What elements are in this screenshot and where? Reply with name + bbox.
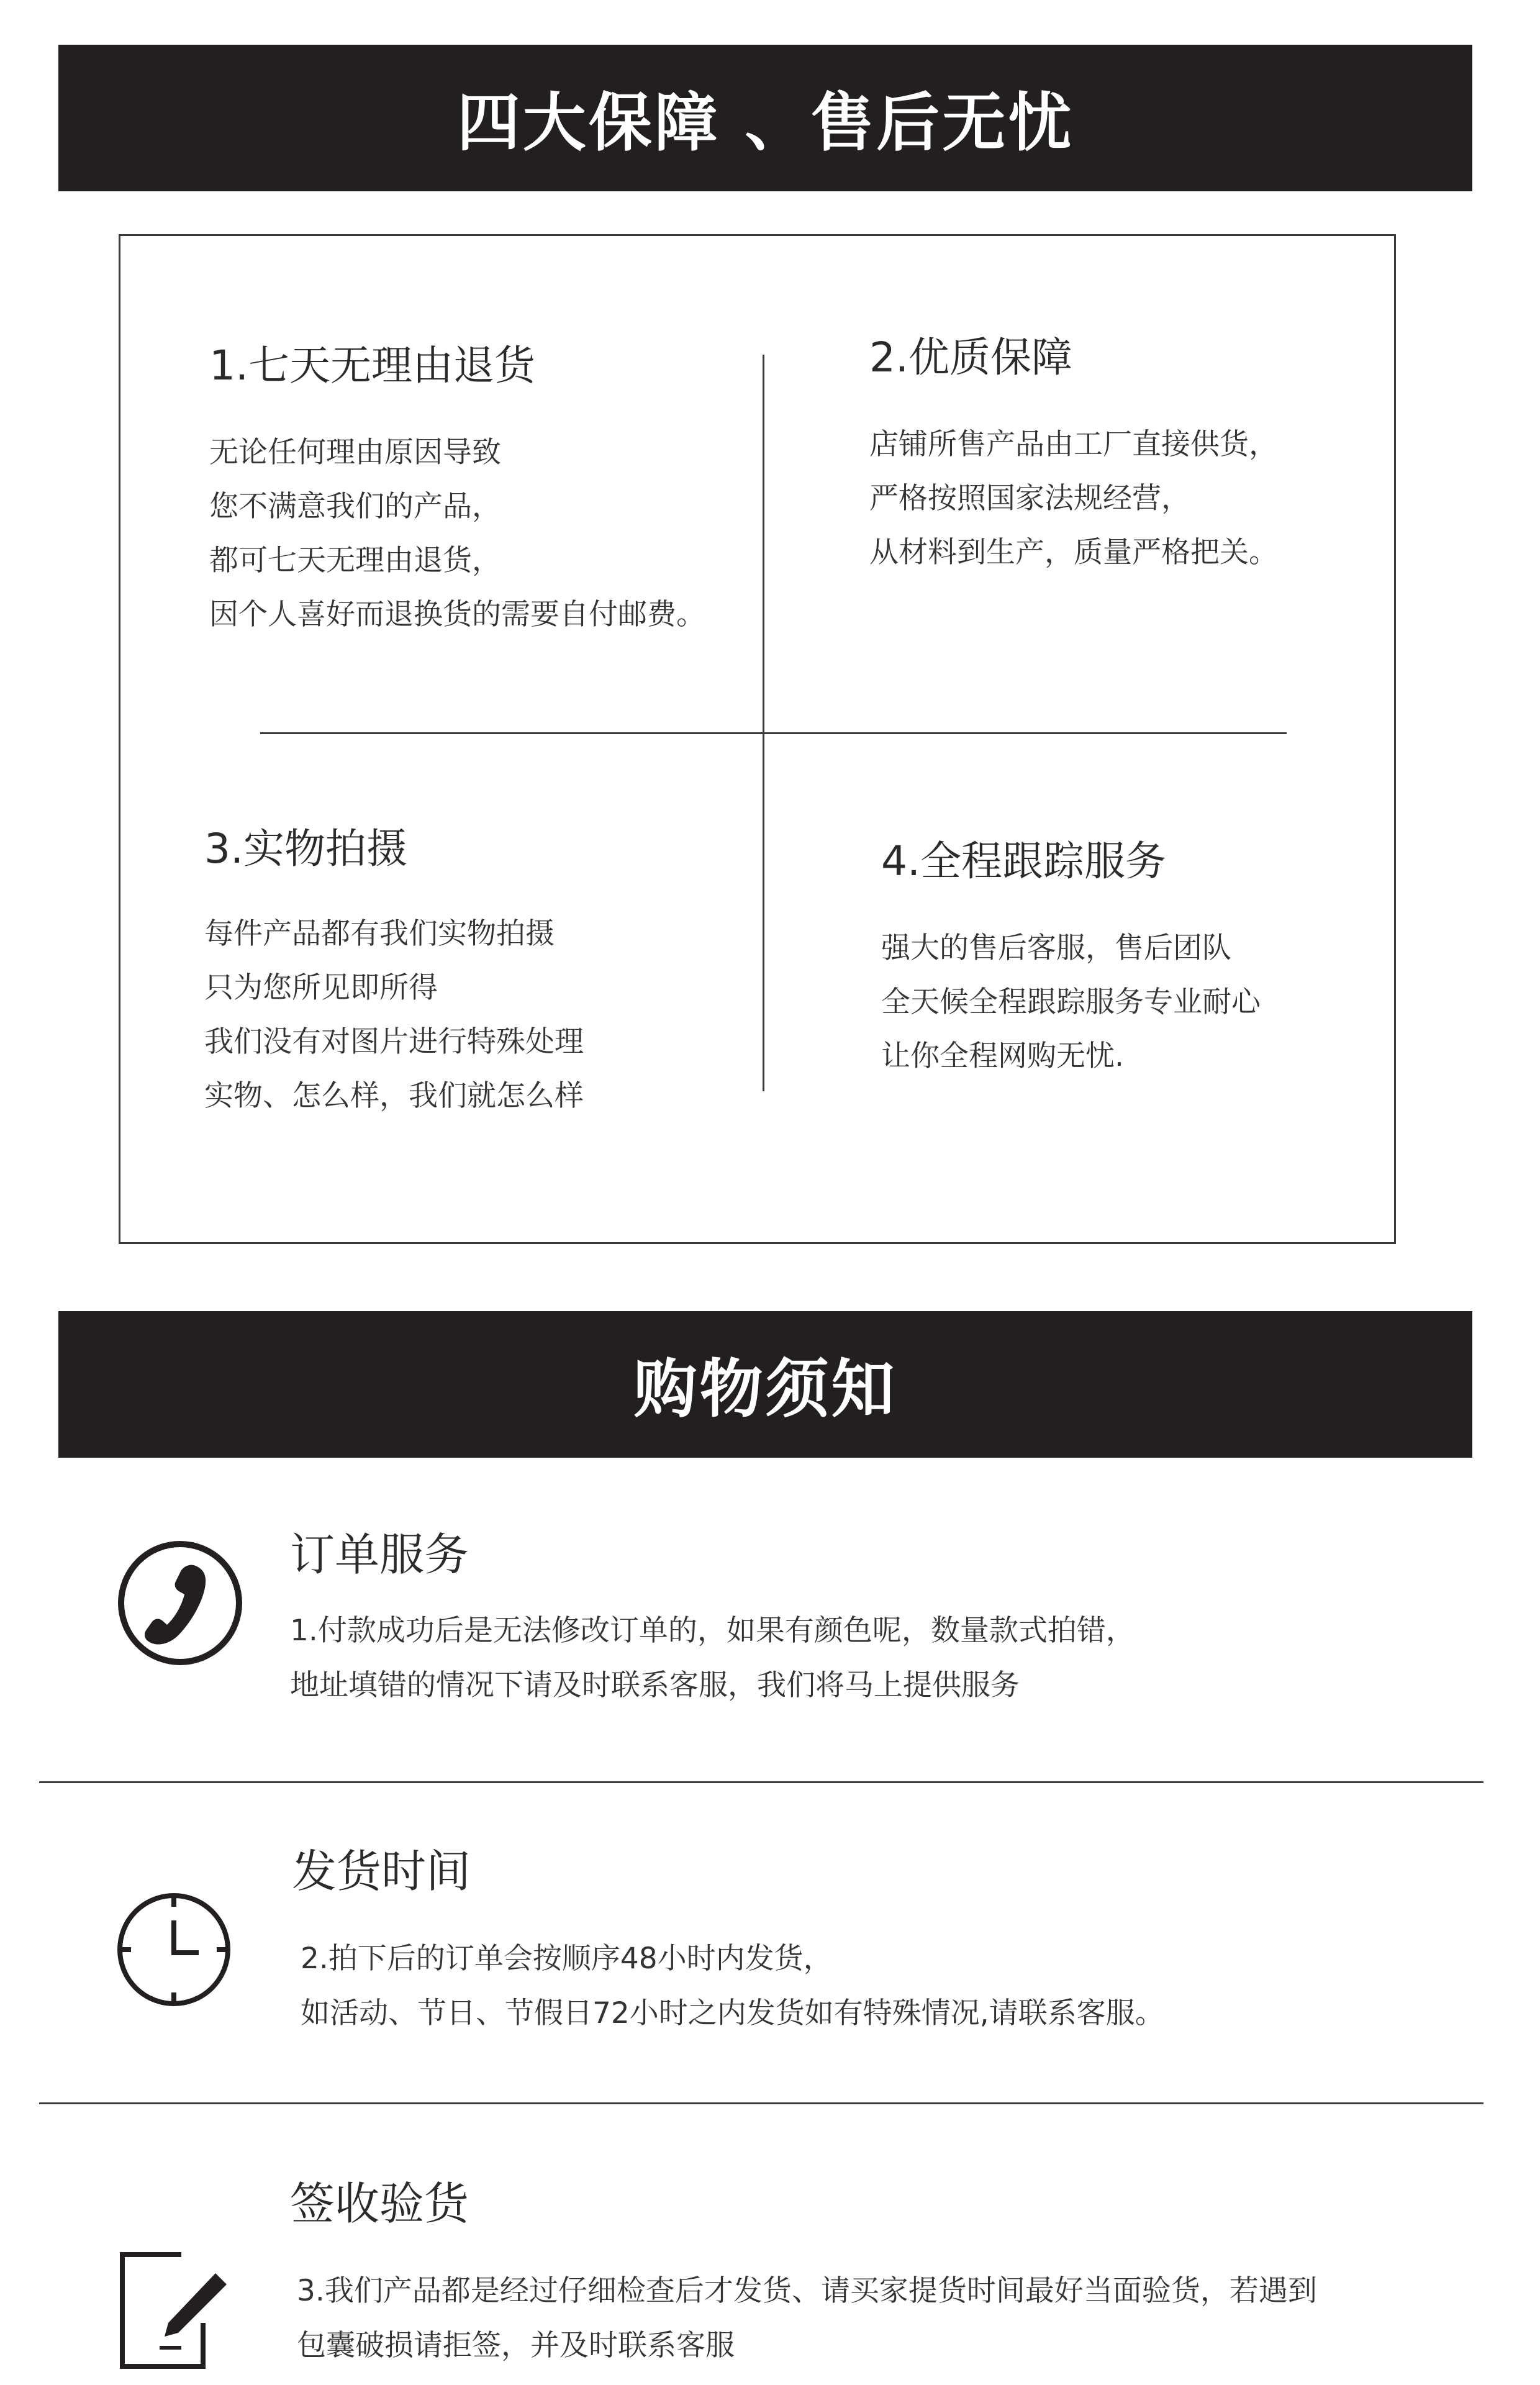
shopping-notice-banner-title: 购物须知 [633, 1353, 897, 1427]
phone-icon [115, 1538, 245, 1668]
notice-text: 如活动、节日、节假日72小时之内发货如有特殊情况,请联系客服。 [301, 1996, 1164, 2030]
section-divider [39, 1781, 1483, 1783]
guarantee-text: 我们没有对图片进行特殊处理 [204, 1025, 584, 1059]
guarantee-text: 只为您所见即所得 [204, 971, 438, 1005]
guarantee-text: 无论任何理由原因导致 [209, 435, 501, 470]
notice-text: 地址填错的情况下请及时联系客服，我们将马上提供服务 [290, 1668, 1020, 1702]
guarantee-title: 4.全程跟踪服务 [881, 837, 1166, 885]
guarantee-title: 1.七天无理由退货 [209, 342, 535, 389]
shopping-notice-banner [58, 1311, 1472, 1458]
guarantee-text: 严格按照国家法规经营， [869, 481, 1190, 516]
notice-text: 包囊破损请拒签，并及时联系客服 [297, 2328, 735, 2363]
notice-text: 3.我们产品都是经过仔细检查后才发货、请买家提货时间最好当面验货，若遇到 [297, 2274, 1317, 2308]
guarantee-text: 因个人喜好而退换货的需要自付邮费。 [209, 597, 705, 632]
notice-title-shipping: 发货时间 [292, 1845, 471, 1897]
guarantee-item-tracking [881, 828, 1261, 1083]
guarantee-item-quality [869, 324, 1278, 579]
guarantee-banner-title: 四大保障 、售后无忧 [456, 86, 1074, 160]
guarantee-text: 实物、怎么样，我们就怎么样 [204, 1079, 584, 1113]
guarantee-item-real-photo [204, 815, 584, 1123]
guarantee-text: 强大的售后客服，售后团队 [881, 931, 1231, 965]
guarantee-banner [58, 45, 1472, 191]
guarantee-title: 3.实物拍摄 [204, 825, 407, 873]
notice-text: 2.拍下后的订单会按顺序48小时内发货， [301, 1942, 833, 1976]
clock-icon [115, 1891, 233, 2009]
vertical-divider [763, 355, 764, 1091]
guarantee-text: 从材料到生产，质量严格把关。 [869, 535, 1278, 570]
guarantee-text: 全天候全程跟踪服务专业耐心 [881, 985, 1261, 1019]
notice-title-inspection: 签收验货 [290, 2178, 469, 2230]
guarantee-text: 您不满意我们的产品， [209, 489, 501, 524]
sign-document-icon [116, 2248, 240, 2373]
guarantee-text: 都可七天无理由退货， [209, 543, 501, 578]
guarantee-title: 2.优质保障 [869, 334, 1072, 381]
horizontal-divider [260, 732, 1287, 734]
section-divider [39, 2102, 1483, 2104]
guarantee-text: 店铺所售产品由工厂直接供货， [869, 427, 1278, 461]
notice-title-order: 订单服务 [290, 1529, 469, 1581]
guarantee-text: 每件产品都有我们实物拍摄 [204, 917, 555, 951]
notice-text: 1.付款成功后是无法修改订单的，如果有颜色呢，数量款式拍错， [290, 1614, 1135, 1648]
guarantee-text: 让你全程网购无忧. [881, 1039, 1124, 1073]
guarantee-item-return [209, 332, 705, 642]
guarantee-box [119, 234, 1396, 1244]
